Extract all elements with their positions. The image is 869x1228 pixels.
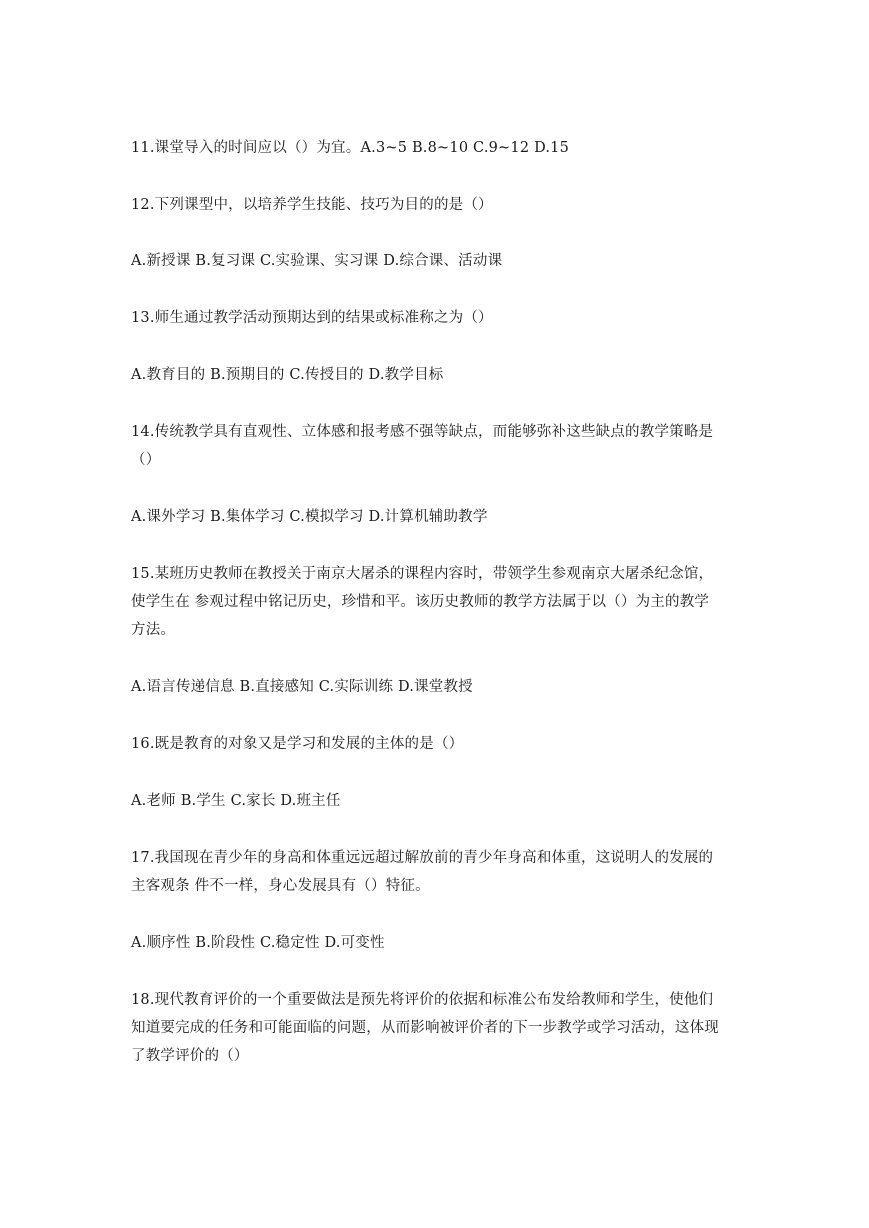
question-14-options: A.课外学习 B.集体学习 C.模拟学习 D.计算机辅助教学 bbox=[131, 509, 488, 525]
question-12-text: 12.下列课型中，以培养学生技能、技巧为目的的是（） bbox=[131, 197, 493, 213]
question-17-line-1: 17.我国现在青少年的身高和体重远远超过解放前的青少年身高和体重，这说明人的发展的 bbox=[131, 850, 714, 866]
question-15-line-1: 15.某班历史教师在教授关于南京大屠杀的课程内容时，带领学生参观南京大屠杀纪念馆， bbox=[131, 566, 714, 582]
question-18-line-1: 18.现代教育评价的一个重要做法是预先将评价的依据和标准公布发给教师和学生，使他们 bbox=[131, 992, 714, 1008]
question-15-text bbox=[131, 560, 747, 644]
question-18-text bbox=[131, 986, 747, 1070]
question-17-options: A.顺序性 B.阶段性 C.稳定性 D.可变性 bbox=[131, 935, 385, 951]
question-14-line-2: （） bbox=[131, 452, 161, 468]
question-15-line-3: 方法。 bbox=[131, 622, 176, 638]
question-14-text bbox=[131, 418, 747, 474]
question-12-options: A.新授课 B.复习课 C.实验课、实习课 D.综合课、活动课 bbox=[131, 253, 503, 269]
question-18-line-3: 了教学评价的（） bbox=[131, 1048, 249, 1064]
question-11-text: 11.课堂导入的时间应以（）为宜。A.3~5 B.8~10 C.9~12 D.15 bbox=[131, 140, 570, 156]
question-13-options: A.教育目的 B.预期目的 C.传授目的 D.教学目标 bbox=[131, 367, 444, 383]
question-15-line-2: 使学生在 参观过程中铭记历史，珍惜和平。该历史教师的教学方法属于以（）为主的教学 bbox=[131, 594, 710, 610]
question-15-options: A.语言传递信息 B.直接感知 C.实际训练 D.课堂教授 bbox=[131, 679, 473, 695]
question-18-line-2: 知道要完成的任务和可能面临的问题，从而影响被评价者的下一步教学或学习活动，这体现 bbox=[131, 1020, 719, 1036]
question-14-line-1: 14.传统教学具有直观性、立体感和报考感不强等缺点，而能够弥补这些缺点的教学策略是 bbox=[131, 424, 714, 440]
question-16-text: 16.既是教育的对象又是学习和发展的主体的是（） bbox=[131, 736, 464, 752]
question-17-line-2: 主客观条 件不一样，身心发展具有（）特征。 bbox=[131, 878, 430, 894]
question-16-options: A.老师 B.学生 C.家长 D.班主任 bbox=[131, 793, 341, 809]
question-17-text bbox=[131, 844, 747, 900]
question-13-text: 13.师生通过教学活动预期达到的结果或标准称之为（） bbox=[131, 310, 493, 326]
